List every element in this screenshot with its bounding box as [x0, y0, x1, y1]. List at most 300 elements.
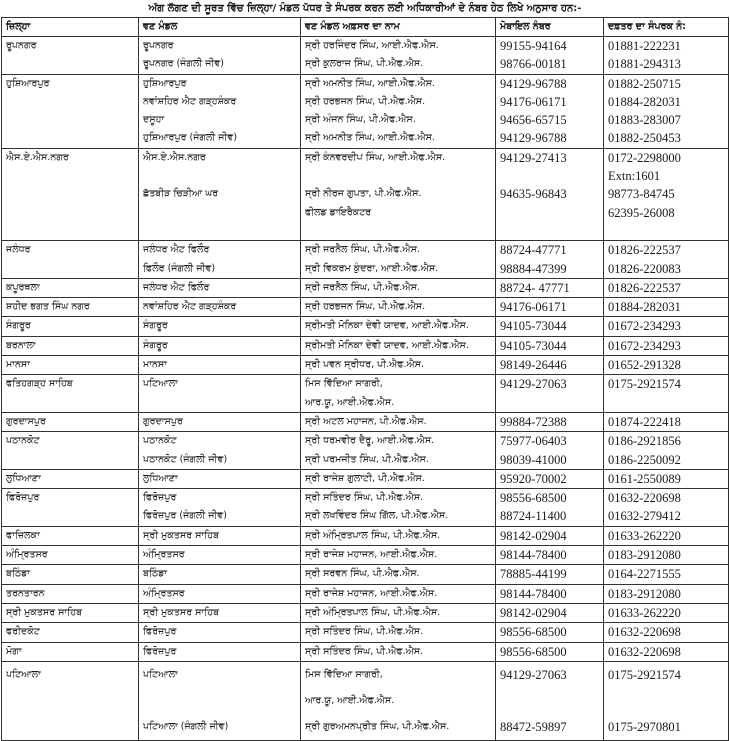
mobile-number: 99155-94164: [500, 39, 567, 53]
officer-cell: [301, 298, 496, 317]
district-cell: [2, 546, 139, 565]
mobile-number: 98556-68500: [500, 491, 567, 506]
mobile-cell: [496, 661, 604, 740]
table-row: [2, 642, 729, 661]
office-number: 01672-234293: [608, 319, 681, 334]
office-cell: [604, 148, 729, 240]
officer-cell: [301, 375, 496, 413]
officer-name: ਸ੍ਰੀ ਸਰਵਨ ਸਿੰਘ, ਪੀ.ਐਫ.ਐਸ.: [305, 568, 420, 580]
division-name: ਪਠਾਨਕੋਟ: [143, 435, 177, 447]
office-number: 01884-282031: [608, 300, 681, 315]
mobile-cell: [496, 375, 604, 413]
officer-cell: [301, 241, 496, 279]
division-name: ਗੁਰਦਾਸਪੁਰ: [143, 415, 183, 427]
officer-name: ਸ੍ਰੀ ਅਟਲ ਮਹਾਜਨ, ਪੀ.ਐਫ.ਐਸ.: [305, 415, 427, 427]
office-number: 01826-222537: [608, 280, 681, 295]
office-number: 0186-2921856: [608, 434, 681, 449]
district-cell: [2, 623, 139, 642]
office-number: Extn:1601: [608, 169, 661, 184]
mobile-number: 94105-73044: [500, 338, 567, 353]
table-row: [2, 526, 729, 545]
district-name: [6, 394, 134, 412]
office-number: 0183-2912080: [608, 586, 681, 601]
office-cell: [604, 432, 729, 470]
table-row: [2, 298, 729, 317]
officer-cell: [301, 336, 496, 355]
table-row: [2, 336, 729, 355]
division-cell: [139, 375, 301, 413]
mobile-cell: [496, 603, 604, 622]
district-cell: [2, 356, 139, 375]
office-number: 0175-2921574: [608, 377, 681, 392]
division-cell: [139, 489, 301, 527]
office-cell: [604, 565, 729, 584]
district-cell: [2, 37, 139, 75]
district-name: ਫਤਿਹਗੜ੍ਹ ਸਾਹਿਬ: [6, 378, 73, 390]
district-cell: [2, 565, 139, 584]
mobile-cell: [496, 74, 604, 148]
officer-name: ਸ੍ਰੀਮਤੀ ਮੋਨਿਕਾ ਦੇਵੀ ਯਾਦਵ, ਆਈ.ਐਫ.ਐਸ.: [305, 320, 469, 332]
division-name: ਅੰਮ੍ਰਿਤਸਰ: [143, 587, 185, 599]
district-name: [6, 93, 134, 111]
office-number: [608, 222, 724, 240]
district-cell: [2, 642, 139, 661]
mobile-number: 94176-06171: [500, 300, 567, 315]
officer-name: ਸ੍ਰੀ ਸਤਿੰਦਰ ਸਿੰਘ, ਪੀ.ਐਫ.ਐਸ.: [305, 626, 424, 638]
officer-name: ਸ੍ਰੀ ਹਰਭਜਨ ਸਿੰਘ, ਪੀ.ਐਫ.ਐਸ.: [305, 95, 426, 107]
table-row: [2, 661, 729, 740]
officer-name: ਸ੍ਰੀ ਅੰਮ੍ਰਿਤਪਾਲ ਸਿੰਘ, ਪੀ.ਐਫ.ਐਸ.: [305, 606, 441, 618]
office-cell: [604, 546, 729, 565]
mobile-cell: [496, 526, 604, 545]
officer-cell: [301, 37, 496, 75]
division-name: ਜਲੰਧਰ ਐਟ ਫਿਲੌਰ: [143, 281, 210, 293]
district-name: [6, 111, 134, 129]
district-cell: [2, 241, 139, 279]
office-cell: [604, 317, 729, 336]
district-name: [6, 129, 134, 147]
division-name: ਨਵਾਂਸ਼ਹਿਰ ਐਟ ਗੜ੍ਹਸ਼ੰਕਰ: [143, 301, 237, 313]
office-number: 01883-283007: [608, 113, 681, 128]
district-cell: [2, 148, 139, 240]
office-cell: [604, 489, 729, 527]
office-cell: [604, 603, 729, 622]
officer-name: ਸ੍ਰੀ ਸਤਿੰਦਰ ਸਿੰਘ, ਪੀ.ਐਫ.ਐਸ.: [305, 492, 424, 504]
mobile-number: 88472-59897: [500, 719, 567, 734]
officer-name: ਸ੍ਰੀ ਜਰਨੈਲ ਸਿੰਘ, ਪੀ.ਐਫ.ਐਸ.: [305, 281, 420, 293]
mobile-cell: [496, 584, 604, 603]
division-name: ਫਿਰੋਜ਼ਪੁਰ (ਜੰਗਲੀ ਜੀਵ): [143, 510, 227, 522]
office-cell: [604, 642, 729, 661]
mobile-number: 94176-06171: [500, 94, 567, 109]
district-cell: [2, 317, 139, 336]
district-name: [6, 55, 134, 73]
division-cell: [139, 661, 301, 740]
district-name: ਰੂਪਨਗਰ: [6, 40, 37, 51]
district-cell: [2, 412, 139, 431]
officer-cell: [301, 603, 496, 622]
division-name: ਐਸ.ਏ.ਐਸ.ਨਗਰ: [143, 151, 206, 163]
division-cell: [139, 278, 301, 297]
district-cell: [2, 432, 139, 470]
office-cell: [604, 278, 729, 297]
table-row: [2, 37, 729, 75]
division-name: ਹੁਸ਼ਿਆਰਪੁਰ: [143, 77, 187, 89]
division-name: ਮਾਨਸਾ: [143, 359, 167, 371]
district-name: [6, 185, 134, 203]
district-name: ਬਠਿੰਡਾ: [6, 568, 31, 580]
division-cell: [139, 584, 301, 603]
division-cell: [139, 469, 301, 488]
officer-cell: [301, 356, 496, 375]
district-name: ਲੁਧਿਆਣਾ: [6, 472, 41, 484]
office-number: 01882-250715: [608, 76, 681, 91]
mobile-number: 99884-72388: [500, 414, 567, 429]
mobile-number: 98149-26446: [500, 358, 567, 373]
mobile-number: 98556-68500: [500, 644, 567, 659]
mobile-number: 98142-02904: [500, 605, 567, 620]
district-name: ਪਟਿਆਲਾ: [6, 668, 41, 680]
division-name: ਲੁਧਿਆਣਾ: [143, 472, 178, 484]
district-name: ਜਲੰਧਰ: [6, 244, 31, 256]
division-cell: [139, 74, 301, 148]
office-cell: [604, 623, 729, 642]
officer-name: ਸ੍ਰੀ ਵਿਕਰਮ ਕੁੰਦਰਾ, ਆਈ.ਐਫ.ਐਸ.: [305, 262, 439, 274]
officer-name: ਸ੍ਰੀ ਰਾਜੇਸ਼ ਮਹਾਜਨ, ਆਈ.ਐਫ.ਐਸ.: [305, 587, 438, 599]
office-number: [608, 394, 724, 412]
officer-name: ਸ੍ਰੀਮਤੀ ਮੋਨਿਕਾ ਦੇਵੀ ਯਾਦਵ, ਆਈ.ਐਫ.ਐਸ.: [305, 339, 469, 351]
district-name: [6, 451, 134, 469]
mobile-number: 88724-47771: [500, 243, 567, 258]
officer-cell: [301, 412, 496, 431]
office-number: [608, 688, 724, 714]
district-name: ਐਸ.ਏ.ਐਸ.ਨਗਰ: [6, 151, 69, 163]
mobile-number: 78885-44199: [500, 567, 567, 582]
officer-cell: [301, 469, 496, 488]
officer-name: ਸ੍ਰੀ ਹਰਜਿੰਦਰ ਸਿੰਘ, ਆਈ.ਐਫ.ਐਸ.: [305, 40, 439, 51]
office-cell: [604, 74, 729, 148]
office-cell: [604, 412, 729, 431]
office-number: 01882-250453: [608, 131, 681, 146]
office-cell: [604, 37, 729, 75]
mobile-number: 98884-47399: [500, 261, 567, 276]
district-name: ਸ਼ਹੀਦ ਭਗਤ ਸਿੰਘ ਨਗਰ: [6, 301, 90, 313]
district-name: ਮਾਨਸਾ: [6, 359, 30, 371]
division-name: ਪਟਿਆਲਾ: [143, 668, 178, 680]
division-cell: [139, 642, 301, 661]
district-name: ਫਾਜ਼ਿਲਕਾ: [6, 529, 40, 541]
division-name: ਸੰਗਰੂਰ: [143, 320, 168, 332]
division-cell: [139, 623, 301, 642]
division-cell: [139, 37, 301, 75]
office-number: 0161-2550089: [608, 471, 681, 486]
mobile-cell: [496, 412, 604, 431]
officer-name: ਆਰ.ਯੂ, ਆਈ.ਐਫ.ਐਸ.: [305, 396, 395, 408]
district-name: [6, 714, 134, 740]
division-cell: [139, 241, 301, 279]
office-number: 01874-222418: [608, 414, 681, 429]
column-header-officer: ਵਣ ਮੰਡਲ ਅਫ਼ਸਰ ਦਾ ਨਾਮ: [301, 18, 496, 37]
division-name: ਸ੍ਰੀ ਮੁਕਤਸਰ ਸਾਹਿਬ: [143, 606, 220, 618]
column-header-office: ਦਫ਼ਤਰ ਦਾ ਸੰਪਰਕ ਨੰ:: [604, 18, 729, 37]
district-name: ਗੁਰਦਾਸਪੁਰ: [6, 415, 46, 427]
mobile-number: 98556-68500: [500, 625, 567, 640]
district-name: [6, 688, 134, 714]
mobile-cell: [496, 298, 604, 317]
division-name: ਛੱਤਬੀੜ ਚਿੜੀਆ ਘਰ: [143, 188, 219, 200]
mobile-number: 94129-27063: [500, 667, 567, 682]
mobile-cell: [496, 336, 604, 355]
division-name: ਫਿਰੋਜ਼ਪੁਰ: [143, 645, 177, 657]
mobile-number: [500, 394, 599, 412]
division-name: [143, 167, 296, 185]
district-name: ਫਰੀਦਕੋਟ: [6, 626, 40, 638]
district-cell: [2, 603, 139, 622]
mobile-number: 98039-41000: [500, 452, 567, 467]
office-number: 01632-220698: [608, 491, 681, 506]
office-cell: [604, 469, 729, 488]
district-cell: [2, 74, 139, 148]
table-row: [2, 148, 729, 240]
officer-name: ਸ੍ਰੀ ਪਵਨ ਸ੍ਰੀਧਰ, ਪੀ.ਐਫ.ਐਸ.: [305, 359, 424, 371]
division-cell: [139, 356, 301, 375]
district-cell: [2, 298, 139, 317]
mobile-cell: [496, 148, 604, 240]
district-cell: [2, 526, 139, 545]
mobile-cell: [496, 278, 604, 297]
officer-cell: [301, 148, 496, 240]
officer-name: ਸ੍ਰੀ ਪਰਮਜੀਤ ਸਿੰਘ, ਪੀ.ਐਫ.ਐਸ.: [305, 453, 429, 465]
division-name: ਪਠਾਨਕੋਟ (ਜੰਗਲੀ ਜੀਵ): [143, 453, 228, 465]
district-cell: [2, 375, 139, 413]
document-heading: ਅੱਗ ਲੱਗਣ ਦੀ ਸੂਰਤ ਵਿੱਚ ਜ਼ਿਲ੍ਹਾ/ ਮੰਡਲ ਪੱਧਰ ਤੇ ਸੰਪਰਕ ਕਰਨ ਲਈ ਅਧਿਕਾਰੀਆਂ ਦੇ ਨੰਬਰ ਹੇਠ ਲਿਖੇ ਅਨੁਸਾਰ ਹਨ:-: [148, 3, 582, 14]
district-name: ਕਪੂਰਥਲਾ: [6, 281, 40, 293]
table-row: [2, 584, 729, 603]
officer-name: ਸ੍ਰੀ ਜਰਨੈਲ ਸਿੰਘ, ਪੀ.ਐਫ.ਐਸ.: [305, 244, 420, 256]
officer-name: ਸ੍ਰੀ ਰਾਜੇਸ਼ ਗੁਲਾਟੀ, ਪੀ.ਐਫ.ਐਸ.: [305, 472, 425, 484]
division-cell: [139, 148, 301, 240]
mobile-cell: [496, 565, 604, 584]
mobile-cell: [496, 241, 604, 279]
district-cell: [2, 336, 139, 355]
district-cell: [2, 661, 139, 740]
office-number: 0175-2921574: [608, 667, 681, 682]
division-name: ਰੂਪਨਗਰ: [143, 40, 174, 51]
mobile-cell: [496, 623, 604, 642]
district-name: ਮੋਗਾ: [6, 645, 22, 657]
district-name: ਤਰਨਤਾਰਨ: [6, 587, 45, 599]
division-cell: [139, 298, 301, 317]
officer-cell: [301, 584, 496, 603]
district-name: ਹੁਸ਼ਿਆਰਪੁਰ: [6, 77, 50, 89]
column-header-district: ਜ਼ਿਲ੍ਹਾ: [2, 18, 139, 37]
mobile-number: 94129-96788: [500, 131, 567, 146]
mobile-number: 98766-00181: [500, 57, 567, 72]
mobile-number: [500, 688, 599, 714]
district-cell: [2, 584, 139, 603]
office-number: 01826-222537: [608, 243, 681, 258]
office-number: 98773-84745: [608, 187, 675, 202]
mobile-number: 94656-65715: [500, 113, 567, 128]
district-name: ਬਰਨਾਲਾ: [6, 339, 36, 351]
division-name: ਦਸੂਹਾ: [143, 114, 165, 126]
office-number: 01632-220698: [608, 644, 681, 659]
office-number: 01633-262220: [608, 605, 681, 620]
mobile-cell: [496, 356, 604, 375]
table-row: [2, 432, 729, 470]
division-name: ਫਿਰੋਜ਼ਪੁਰ: [143, 626, 177, 638]
officer-name: ਮਿਸ ਵਿੱਦਿਆ ਸਾਗਰੀ,: [305, 668, 383, 680]
office-number: 0175-2970801: [608, 719, 681, 734]
office-number: 01884-282031: [608, 94, 681, 109]
division-name: ਰੂਪਨਗਰ (ਜੰਗਲੀ ਜੀਵ): [143, 58, 225, 70]
district-cell: [2, 469, 139, 488]
district-name: [6, 507, 134, 525]
mobile-number: 94635-96843: [500, 187, 567, 202]
officer-cell: [301, 278, 496, 297]
division-name: ਪਟਿਆਲਾ: [143, 378, 178, 390]
district-cell: [2, 489, 139, 527]
division-name: [143, 688, 296, 714]
officer-name: ਸ੍ਰੀ ਅੰਮ੍ਰਿਤਪਾਲ ਸਿੰਘ, ਪੀ.ਐਫ.ਐਸ.: [305, 529, 441, 541]
division-name: [143, 204, 296, 222]
table-row: [2, 565, 729, 584]
district-name: ਫਿਰੋਜ਼ਪੁਰ: [6, 492, 40, 504]
mobile-number: 75977-06403: [500, 434, 567, 449]
mobile-number: 95920-70002: [500, 471, 567, 486]
mobile-number: 94129-27413: [500, 150, 567, 165]
office-cell: [604, 661, 729, 740]
office-cell: [604, 526, 729, 545]
table-row: [2, 241, 729, 279]
office-cell: [604, 298, 729, 317]
division-cell: [139, 336, 301, 355]
division-name: ਸੰਗਰੂਰ: [143, 339, 168, 351]
table-row: [2, 278, 729, 297]
table-row: [2, 317, 729, 336]
mobile-number: 98142-02904: [500, 528, 567, 543]
column-header-division: ਵਣ ਮੰਡਲ: [139, 18, 301, 37]
officer-name: ਸ੍ਰੀ ਧਰਮਵੀਰ ਦੈਰੂ, ਆਈ.ਐਫ.ਐਸ.: [305, 435, 435, 447]
mobile-cell: [496, 546, 604, 565]
officer-cell: [301, 489, 496, 527]
officer-cell: [301, 317, 496, 336]
office-number: 01633-262220: [608, 528, 681, 543]
table-row: [2, 412, 729, 431]
district-name: [6, 167, 134, 185]
division-cell: [139, 432, 301, 470]
officer-name: ਸ੍ਰੀ ਕੰਨਵਰਦੀਪ ਸਿੰਘ, ਆਈ.ਐਫ.ਐਸ.: [305, 151, 446, 163]
division-cell: [139, 603, 301, 622]
officer-name: [305, 222, 491, 240]
column-header-mobile: ਮੋਬਾਇਲ ਨੰਬਰ: [496, 18, 604, 37]
mobile-number: 98144-78400: [500, 586, 567, 601]
officer-cell: [301, 623, 496, 642]
division-cell: [139, 412, 301, 431]
officer-cell: [301, 546, 496, 565]
mobile-cell: [496, 432, 604, 470]
district-name: ਸੰਗਰੂਰ: [6, 320, 31, 332]
mobile-cell: [496, 642, 604, 661]
table-row: [2, 356, 729, 375]
division-name: ਸ੍ਰੀ ਮੁਕਤਸਰ ਸਾਹਿਬ: [143, 529, 220, 541]
office-number: 0186-2250092: [608, 452, 681, 467]
contact-table: [1, 17, 729, 741]
district-name: ਸ੍ਰੀ ਮੁਕਤਸਰ ਸਾਹਿਬ: [6, 606, 83, 618]
division-cell: [139, 317, 301, 336]
office-number: 0164-2271555: [608, 567, 681, 582]
division-cell: [139, 526, 301, 545]
office-number: 01632-279412: [608, 509, 681, 524]
officer-cell: [301, 432, 496, 470]
office-cell: [604, 356, 729, 375]
officer-name: [305, 167, 491, 185]
district-cell: [2, 278, 139, 297]
district-name: [6, 222, 134, 240]
table-row: [2, 375, 729, 413]
division-cell: [139, 565, 301, 584]
district-name: ਅੰਮ੍ਰਿਤਸਰ: [6, 549, 48, 561]
officer-name: ਫੀਲਡ ਡਾਇਰੈਕਟਰ: [305, 206, 372, 218]
table-row: [2, 74, 729, 148]
office-number: 62395-26008: [608, 205, 675, 220]
office-cell: [604, 375, 729, 413]
mobile-cell: [496, 489, 604, 527]
mobile-number: 88724-11400: [500, 509, 567, 524]
office-number: 01652-291328: [608, 358, 681, 373]
officer-name: ਸ੍ਰੀ ਅਮਨੀਤ ਸਿੰਘ, ਆਈ.ਐਫ.ਐਸ.: [305, 77, 435, 89]
division-name: ਬਠਿੰਡਾ: [143, 568, 168, 580]
mobile-cell: [496, 469, 604, 488]
officer-name: ਸ੍ਰੀ ਅੰਜਨ ਸਿੰਘ, ਪੀ.ਐਫ.ਐਸ.: [305, 114, 416, 126]
division-name: ਫਿਲੌਰ (ਜੰਗਲੀ ਜੀਵ): [143, 262, 216, 274]
office-number: 01881-222231: [608, 39, 681, 53]
mobile-number: [500, 204, 599, 222]
officer-name: ਸ੍ਰੀ ਗੁਰਅਮਨਪ੍ਰੀਤ ਸਿੰਘ, ਪੀ.ਐਫ.ਐਸ.: [305, 720, 450, 732]
table-row: [2, 546, 729, 565]
division-cell: [139, 546, 301, 565]
officer-cell: [301, 565, 496, 584]
officer-name: ਸ੍ਰੀ ਸਤਿੰਦਰ ਸਿੰਘ, ਪੀ.ਐਫ.ਐਸ.: [305, 645, 424, 657]
mobile-cell: [496, 317, 604, 336]
division-name: ਫਿਰੋਜ਼ਪੁਰ: [143, 492, 177, 504]
office-number: 01826-220083: [608, 261, 681, 276]
mobile-number: 98144-78400: [500, 548, 567, 563]
office-cell: [604, 241, 729, 279]
mobile-number: 88724- 47771: [500, 280, 570, 295]
office-number: 0183-2912080: [608, 548, 681, 563]
division-name: ਪਟਿਆਲਾ (ਜੰਗਲੀ ਜੀਵ): [143, 720, 229, 732]
division-name: ਹੁਸ਼ਿਆਰਪੁਰ (ਜੰਗਲੀ ਜੀਵ): [143, 132, 238, 144]
officer-name: ਸ੍ਰੀ ਹਰਭਜਨ ਸਿੰਘ, ਪੀ.ਐਫ.ਐਸ.: [305, 301, 426, 313]
mobile-number: [500, 167, 599, 185]
division-name: ਨਵਾਂਸ਼ਹਿਰ ਐਟ ਗੜ੍ਹਸ਼ੰਕਰ: [143, 95, 237, 107]
officer-name: ਸ੍ਰੀ ਅਮਨੀਤ ਸਿੰਘ, ਆਈ.ਐਫ.ਐਸ.: [305, 132, 435, 144]
mobile-number: [500, 222, 599, 240]
division-name: ਜਲੰਧਰ ਐਟ ਫਿਲੌਰ: [143, 244, 210, 256]
mobile-number: 94129-96788: [500, 76, 567, 91]
officer-cell: [301, 526, 496, 545]
district-name: ਪਠਾਨਕੋਟ: [6, 435, 40, 447]
officer-cell: [301, 661, 496, 740]
table-row: [2, 469, 729, 488]
division-name: ਅੰਮ੍ਰਿਤਸਰ: [143, 549, 185, 561]
office-number: 01632-220698: [608, 625, 681, 640]
office-cell: [604, 584, 729, 603]
district-name: [6, 260, 134, 278]
officer-name: ਸ੍ਰੀ ਰਾਜੇਸ਼ ਮਹਾਜਨ, ਆਈ.ਐਫ.ਐਸ.: [305, 549, 438, 561]
officer-cell: [301, 74, 496, 148]
